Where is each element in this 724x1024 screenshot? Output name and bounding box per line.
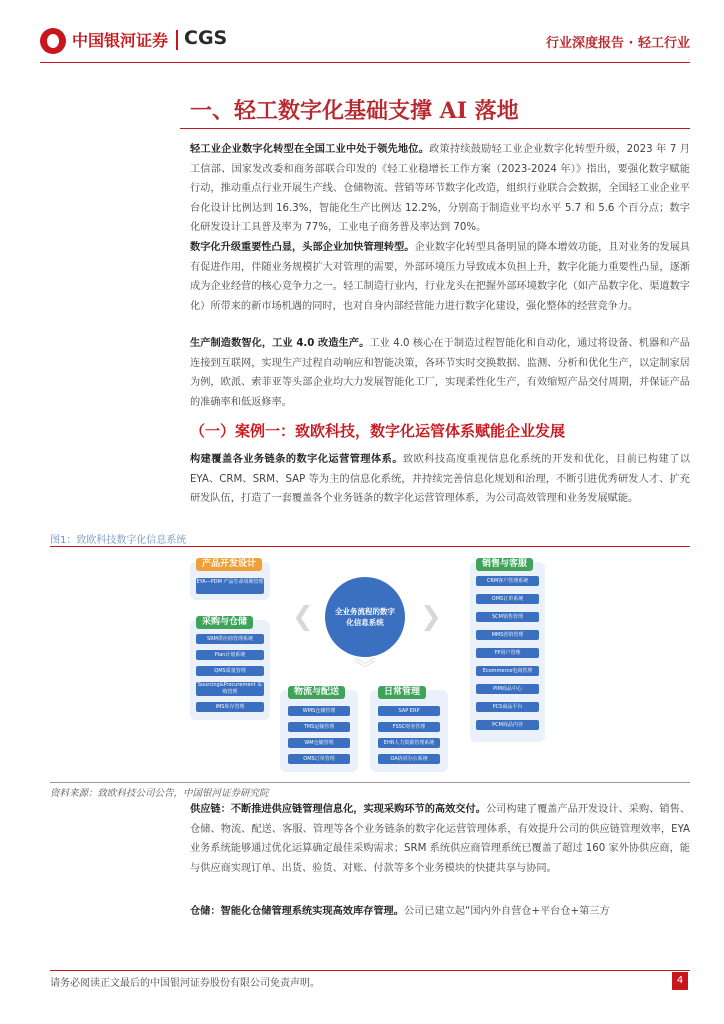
paragraph-1-lead: 轻工业企业数字化转型在全国工业中处于领先地位。 [190, 144, 430, 155]
system-item: MMS营销管理 [476, 630, 539, 640]
system-item: IMS库存管理 [196, 702, 264, 712]
warehousing-body: 公司已建立起“国内外自营仓+平台仓+第三方 [403, 906, 610, 917]
group-logistics [280, 687, 358, 772]
page-number: 4 [672, 972, 688, 990]
case-paragraph-body: 致欧科技高度重视信息化系统的开发和优化，目前已构建了以 EYA、CRM、SRM、SAP 等为主的信息化系统，并持续完善信息化规划和治理，不断引进优秀研发人才、扩充研发队伍，打造了一套覆盖各个业务链条的数字化运营管理体系，为公司高效管理和业务发展赋能。 [190, 454, 691, 505]
figure-source: 资料来源：致欧科技公司公告，中国银河证券研究院 [50, 788, 269, 799]
group-procurement [190, 617, 270, 720]
paragraph-3-lead: 生产制造数智化，工业 4.0 改造生产。 [190, 338, 370, 349]
case-paragraph-lead: 构建覆盖各业务链条的数字化运营管理体系。 [190, 454, 403, 465]
paragraph-supply-chain [190, 800, 690, 878]
group-sales [470, 559, 545, 742]
header-divider [40, 62, 690, 63]
system-item: Ecommerce电商管理 [476, 666, 539, 676]
system-item: EHR人力资源管理系统 [378, 738, 440, 748]
system-item: OMS订单管理 [288, 754, 350, 764]
footer-disclaimer: 请务必阅读正文最后的中国银河证券股份有限公司免责声明。 [50, 978, 320, 989]
system-item: SRM供应商管理系统 [196, 634, 264, 644]
paragraph-2-body: 企业数字化转型具备明显的降本增效功能，且对业务的发展具有促进作用，伴随业务规模扩大对管理的需要，外部环境压力导致成本负担上升，数字化能力重要性凸显，逐渐成为企业经营的核心竞争力之一。轻工制造行业内，行业龙头在把握外部环境数字化（如产品数字化、渠道数字化）所带来的新市场机遇的同时，也对自身内部经营能力进行数字化建设，强化整体的经营竞争力。 [190, 242, 690, 312]
paragraph-warehousing [190, 902, 690, 922]
system-item: PCS商品平台 [476, 702, 539, 712]
group-title: 销售与客服 [476, 558, 533, 571]
paragraph-3 [190, 334, 690, 412]
logo-cn: 中国银河证券 [72, 31, 169, 50]
source-divider [50, 782, 690, 783]
paragraph-2 [190, 238, 690, 316]
system-item: QMS质量管理 [196, 666, 264, 676]
group-title: 日常管理 [378, 686, 426, 699]
group-product-dev [190, 559, 270, 600]
system-item: EYA—PDM 产品生命周期管理 [196, 578, 264, 594]
paragraph-1 [190, 140, 690, 238]
system-item: Sourcing&Procurement 采购管理 [197, 682, 263, 695]
supply-chain-body: 公司构建了覆盖产品开发设计、采购、销售、仓储、物流、配送、客服、管理等各个业务链条的数字化运营管理体系，有效提升公司的供应链管理效率，EYA 业务系统能够通过优化运算确定最佳采购需求；SRM 系统供应商管理系统已覆盖了超过 160 家外协供应商，能与供应商实现订单、出货、验货、对账、付款等多个业务模块的快捷共享与协同。 [190, 804, 691, 874]
arrow-left-icon: ❮ [292, 602, 314, 632]
warehousing-lead: 仓储：智能化仓储管理系统实现高效库存管理。 [190, 906, 404, 917]
subsection-title: （一）案例一：致欧科技，数字化运管体系赋能企业发展 [190, 422, 566, 440]
logo-separator [176, 30, 178, 50]
system-item: Plan计划系统 [196, 650, 264, 660]
logo-en: CGS [184, 27, 228, 49]
group-title: 产品开发设计 [196, 558, 262, 571]
paragraph-2-lead: 数字化升级重要性凸显，头部企业加快管理转型。 [190, 242, 415, 253]
system-item: OMS订单系统 [476, 594, 539, 604]
arrow-right-icon: ❯ [420, 602, 442, 632]
figure-divider [50, 546, 690, 547]
center-system: 全业务流程的数字化信息系统 [325, 577, 405, 657]
system-item: PCM商品内容 [476, 720, 539, 730]
system-item: SAP ERP [378, 706, 440, 716]
case-paragraph [190, 450, 690, 509]
system-item: FP用户管理 [476, 648, 539, 658]
arrow-down-icon: ︾ [354, 657, 377, 682]
section-divider [180, 128, 690, 129]
system-item: SCM销售管理 [476, 612, 539, 622]
group-title: 采购与仓储 [196, 616, 253, 629]
footer-divider [50, 970, 690, 971]
system-item: OA协同办公系统 [378, 754, 440, 764]
figure-caption: 图1：致欧科技数字化信息系统 [50, 535, 187, 546]
system-item: CRM客户管理系统 [476, 576, 539, 586]
paragraph-1-body: 政策持续鼓励轻工业企业数字化转型升级，2023 年 7 月工信部、国家发改委和商务部联合印发的《轻工业稳增长工作方案（2023-2024 年）》指出，要强化数字赋能行动，推动重点行业开展生产线、仓储物流、营销等环节数字化改造，组织行业联合会数据，全国轻工业企业平台化设计比例达到 16.3%，智能化生产比例达 12.2%，分别高于制造业平均水平 5.7 和 5.6 个百分点；数字化研发设计工具普及率为 77%，工业电子商务普及率达到 70%。 [190, 144, 690, 234]
logo-icon [40, 28, 66, 54]
system-diagram [180, 552, 550, 777]
group-daily-management [370, 687, 448, 772]
system-item: TMS运输管理 [288, 722, 350, 732]
paragraph-3-body: 工业 4.0 核心在于制造过程智能化和自动化，通过将设备、机器和产品连接到互联网，实现生产过程自动响应和智能决策，各环节实时交换数据、监测、分析和优化生产，以定制家居为例，欧派、索菲亚等头部企业均大力发展智能化工厂，实现柔性化生产，有效缩短产品交付周期，并保证产品的准确率和低返修率。 [190, 338, 690, 408]
section-title: 一、轻工数字化基础支撑 AI 落地 [190, 98, 519, 124]
group-title: 物流与配送 [288, 686, 345, 699]
supply-chain-lead: 供应链：不断推进供应链管理信息化，实现采购环节的高效交付。 [190, 804, 486, 815]
system-item: PIM商品中心 [476, 684, 539, 694]
system-item: WMS仓储管理 [288, 706, 350, 716]
system-item: WM仓储管理 [288, 738, 350, 748]
report-type: 行业深度报告 · 轻工行业 [546, 36, 690, 51]
system-item: FSSC财务管理 [378, 722, 440, 732]
